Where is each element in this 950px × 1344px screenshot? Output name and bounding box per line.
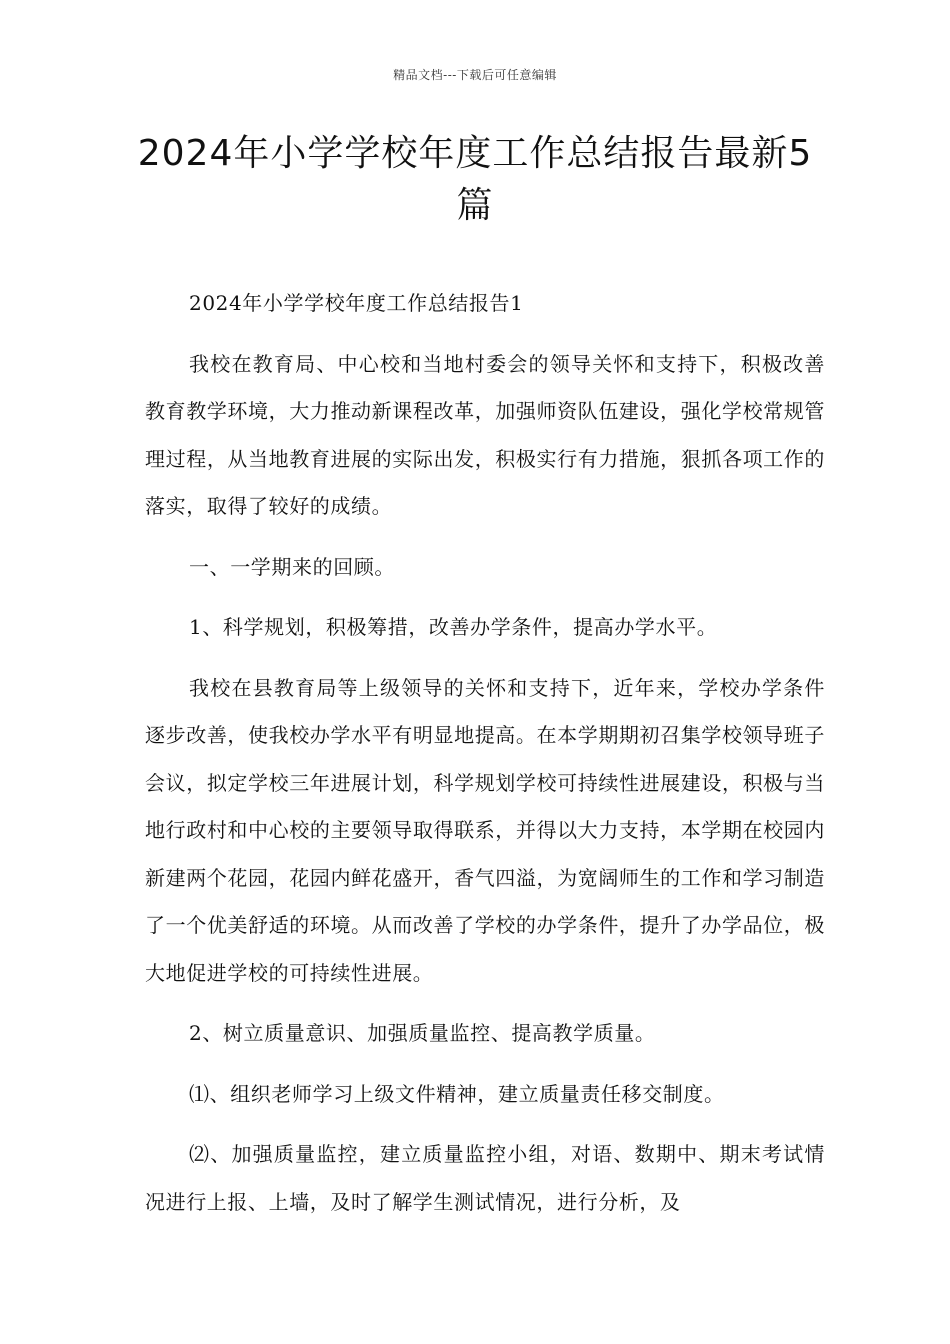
- body-paragraph: 我校在县教育局等上级领导的关怀和支持下，近年来，学校办学条件逐步改善，使我校办学水平有明显地提高。在本学期期初召集学校领导班子会议，拟定学校三年进展计划，科学规划学校可持续性进展建设，积极与当地行政村和中心校的主要领导取得联系，并得以大力支持，本学期在校园内新建两个花园，花园内鲜花盛开，香气四溢，为宽阔师生的工作和学习制造了一个优美舒适的环境。从而改善了学校的办学条件，提升了办学品位，极大地促进学校的可持续性进展。: [145, 675, 825, 985]
- subsection-heading: 2、树立质量意识、加强质量监控、提高教学质量。: [189, 1021, 656, 1045]
- body-paragraph: 我校在教育局、中心校和当地村委会的领导关怀和支持下，积极改善教育教学环境，大力推动新课程改革，加强师资队伍建设，强化学校常规管理过程，从当地教育进展的实际出发，积极实行有力措施，狠抓各项工作的落实，取得了较好的成绩。: [145, 351, 825, 518]
- document-body: [145, 280, 825, 1239]
- section-heading: 一、一学期来的回顾。: [189, 554, 395, 579]
- section-heading: 2024年小学学校年度工作总结报告1: [189, 291, 524, 315]
- document-title: 2024年小学学校年度工作总结报告最新5篇: [137, 133, 813, 226]
- page-header: 精品文档---下载后可任意编辑: [393, 68, 557, 82]
- list-item: ⑴、组织老师学习上级文件精神，建立质量责任移交制度。: [189, 1081, 725, 1106]
- list-item: ⑵、加强质量监控，建立质量监控小组，对语、数期中、期末考试情况进行上报、上墙，及时了解学生测试情况，进行分析，及: [145, 1142, 825, 1214]
- subsection-heading: 1、科学规划，积极筹措，改善办学条件，提高办学水平。: [189, 615, 718, 639]
